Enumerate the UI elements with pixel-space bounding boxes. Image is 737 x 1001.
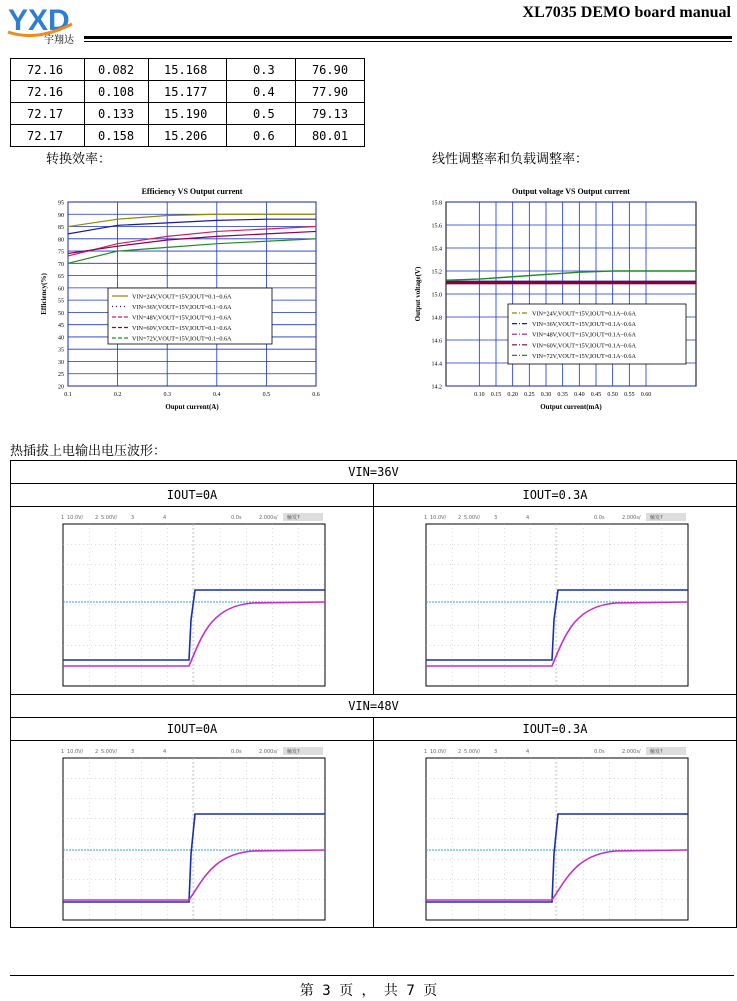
table-cell: 0.6	[227, 125, 296, 147]
header-rule-thin	[84, 41, 732, 42]
trigger-status: 触发?	[650, 749, 663, 755]
time-scale: 2.000s/	[259, 749, 278, 755]
ch1-scale: 10.0V/	[67, 749, 84, 755]
x-axis-label: Ouput current(A)	[165, 403, 219, 411]
ch2-indicator: 2	[95, 749, 99, 755]
x-tick-label: 0.45	[590, 392, 602, 398]
table-cell: 15.177	[149, 81, 227, 103]
y-tick-label: 75	[58, 249, 64, 256]
legend-entry: VIN=36V,VOUT=15V,IOUT=0.1~0.6A	[132, 304, 232, 311]
chart-title: Efficiency VS Output current	[141, 187, 243, 196]
table-row	[11, 103, 365, 125]
y-tick-label: 25	[58, 372, 64, 379]
table-cell: 0.158	[85, 125, 149, 147]
y-tick-label: 85	[58, 225, 64, 232]
y-tick-label: 14.8	[431, 315, 442, 322]
iout-label: IOUT=0.3A	[522, 488, 588, 502]
y-tick-label: 15.0	[431, 292, 442, 299]
table-cell: 72.17	[11, 125, 85, 147]
legend-entry: VIN=48V,VOUT=15V,IOUT=0.1~0.6A	[132, 314, 232, 322]
y-tick-label: 50	[58, 310, 64, 317]
y-tick-label: 55	[58, 298, 64, 305]
vin-header-row: VIN=48V	[11, 695, 736, 718]
time-scale: 2.000s/	[622, 515, 641, 521]
y-tick-label: 14.2	[431, 384, 442, 391]
x-tick-label: 0.40	[574, 392, 585, 398]
chart-title: Output voltage VS Output current	[512, 187, 630, 196]
ch1-indicator: 1	[61, 749, 65, 755]
x-tick-label: 0.25	[524, 392, 535, 398]
logo-subtext: 宇翔达	[44, 35, 74, 46]
x-tick-label: 0.2	[113, 392, 122, 398]
oscilloscope-capture	[59, 746, 329, 922]
y-tick-label: 14.4	[431, 361, 442, 368]
trigger-status: 触发?	[287, 515, 300, 521]
table-cell: 15.206	[149, 125, 227, 147]
column-divider	[373, 718, 374, 928]
x-tick-label: 0.3	[163, 392, 171, 398]
header-rule	[84, 36, 732, 39]
ch1-indicator: 1	[424, 749, 428, 755]
label-divider	[11, 740, 736, 741]
y-tick-label: 45	[58, 323, 64, 330]
column-divider	[373, 484, 374, 694]
table-cell: 80.01	[296, 125, 365, 147]
table-row	[11, 125, 365, 147]
table-row	[11, 81, 365, 103]
ch2-scale: 5.00V/	[101, 515, 118, 521]
ch1-scale: 10.0V/	[430, 749, 447, 755]
table-cell: 79.13	[296, 103, 365, 125]
legend-entry: VIN=36V,VOUT=15V,IOUT=0.1A~0.6A	[532, 321, 636, 329]
trigger-status: 触发?	[287, 749, 300, 755]
y-tick-label: 65	[58, 274, 64, 281]
footer-rule	[10, 975, 734, 976]
y-tick-label: 40	[58, 335, 64, 342]
x-tick-label: 0.6	[312, 392, 320, 398]
legend-entry: VIN=24V,VOUT=15V,IOUT=0.1~0.6A	[132, 293, 232, 301]
ch4-indicator: 4	[526, 515, 530, 521]
ch2-indicator: 2	[95, 515, 99, 521]
x-axis-label: Output current(mA)	[540, 403, 602, 411]
ch2-scale: 5.00V/	[464, 749, 481, 755]
iout-label: IOUT=0A	[166, 722, 218, 736]
waveform-row	[11, 718, 736, 928]
ch3-indicator: 3	[494, 749, 498, 755]
time-offset: 0.0s	[231, 515, 242, 521]
trigger-status: 触发?	[650, 515, 663, 521]
regulation-section-label: 线性调整率和负载调整率：	[432, 152, 589, 167]
time-offset: 0.0s	[594, 749, 605, 755]
x-tick-label: 0.50	[607, 392, 618, 398]
ch3-indicator: 3	[131, 749, 135, 755]
y-tick-label: 20	[58, 384, 64, 391]
y-tick-label: 15.8	[431, 200, 442, 207]
ch4-indicator: 4	[163, 749, 167, 755]
page-number: 第 3 页 ， 共 7 页	[299, 983, 438, 999]
x-tick-label: 0.60	[640, 392, 652, 398]
table-cell: 72.17	[11, 103, 85, 125]
waveform-row	[11, 484, 736, 695]
table-cell: 0.4	[227, 81, 296, 103]
legend-entry: VIN=72V,VOUT=15V,IOUT=0.1~0.6A	[132, 335, 232, 343]
document-title: XL7035 DEMO board manual	[522, 4, 731, 21]
ch1-scale: 10.0V/	[430, 515, 447, 521]
y-axis-label: Efficiency(%)	[40, 273, 48, 315]
time-scale: 2.000s/	[622, 749, 641, 755]
table-cell: 77.90	[296, 81, 365, 103]
x-tick-label: 0.55	[624, 392, 635, 398]
ch2-indicator: 2	[458, 749, 462, 755]
x-tick-label: 0.4	[213, 392, 221, 398]
efficiency-chart	[36, 182, 336, 422]
y-tick-label: 15.2	[431, 269, 442, 276]
x-tick-label: 0.10	[474, 392, 485, 398]
y-tick-label: 15.6	[431, 223, 442, 230]
x-tick-label: 0.15	[490, 392, 502, 398]
oscilloscope-capture	[422, 512, 692, 688]
table-cell: 72.16	[11, 59, 85, 81]
iout-label: IOUT=0A	[166, 488, 218, 502]
table-cell: 0.082	[85, 59, 149, 81]
ch2-scale: 5.00V/	[101, 749, 118, 755]
x-tick-label: 0.30	[540, 392, 552, 398]
x-tick-label: 0.1	[64, 392, 72, 398]
table-cell: 15.168	[149, 59, 227, 81]
ch1-scale: 10.0V/	[67, 515, 84, 521]
y-tick-label: 35	[58, 347, 64, 354]
ch4-indicator: 4	[526, 749, 530, 755]
y-tick-label: 14.6	[431, 338, 442, 345]
legend-entry: VIN=48V,VOUT=15V,IOUT=0.1A~0.6A	[532, 331, 636, 339]
y-tick-label: 95	[58, 200, 64, 207]
ch3-indicator: 3	[494, 515, 498, 521]
ch4-indicator: 4	[163, 515, 167, 521]
time-scale: 2.000s/	[259, 515, 278, 521]
legend-entry: VIN=60V,VOUT=15V,IOUT=0.1~0.6A	[132, 325, 232, 332]
table-cell: 15.190	[149, 103, 227, 125]
ch2-scale: 5.00V/	[464, 515, 481, 521]
hotplug-section-label: 热插拔上电输出电压波形：	[10, 444, 167, 459]
table-cell: 0.133	[85, 103, 149, 125]
time-offset: 0.0s	[594, 515, 605, 521]
x-tick-label: 0.20	[507, 392, 518, 398]
oscilloscope-capture	[59, 512, 329, 688]
y-tick-label: 80	[58, 237, 64, 244]
ch2-indicator: 2	[458, 515, 462, 521]
iout-label: IOUT=0.3A	[522, 722, 588, 736]
legend-entry: VIN=72V,VOUT=15V,IOUT=0.1A~0.6A	[532, 352, 636, 360]
legend-entry: VIN=60V,VOUT=15V,IOUT=0.1A~0.6A	[532, 342, 636, 350]
table-cell: 0.108	[85, 81, 149, 103]
ch3-indicator: 3	[131, 515, 135, 521]
company-logo	[6, 2, 88, 46]
table-cell: 0.5	[227, 103, 296, 125]
y-tick-label: 60	[58, 286, 64, 293]
y-tick-label: 70	[58, 261, 64, 268]
table-cell: 0.3	[227, 59, 296, 81]
y-tick-label: 90	[58, 212, 64, 219]
ch1-indicator: 1	[424, 515, 428, 521]
efficiency-section-label: 转换效率：	[46, 152, 112, 167]
y-axis-label: Output voltage(V)	[414, 266, 422, 322]
time-offset: 0.0s	[231, 749, 242, 755]
oscilloscope-capture	[422, 746, 692, 922]
x-tick-label: 0.5	[262, 392, 271, 398]
logo-letters: YXD	[8, 4, 70, 37]
y-tick-label: 15.4	[431, 246, 442, 253]
output-voltage-chart	[410, 182, 710, 422]
vin-header-row: VIN=36V	[11, 461, 736, 484]
y-tick-label: 30	[58, 359, 64, 366]
legend-entry: VIN=24V,VOUT=15V,IOUT=0.1A~0.6A	[532, 310, 636, 318]
hotplug-waveform-table	[10, 460, 737, 928]
label-divider	[11, 506, 736, 507]
x-tick-label: 0.35	[557, 392, 568, 398]
efficiency-data-table	[10, 58, 365, 147]
table-cell: 72.16	[11, 81, 85, 103]
table-cell: 76.90	[296, 59, 365, 81]
table-row	[11, 59, 365, 81]
ch1-indicator: 1	[61, 515, 65, 521]
